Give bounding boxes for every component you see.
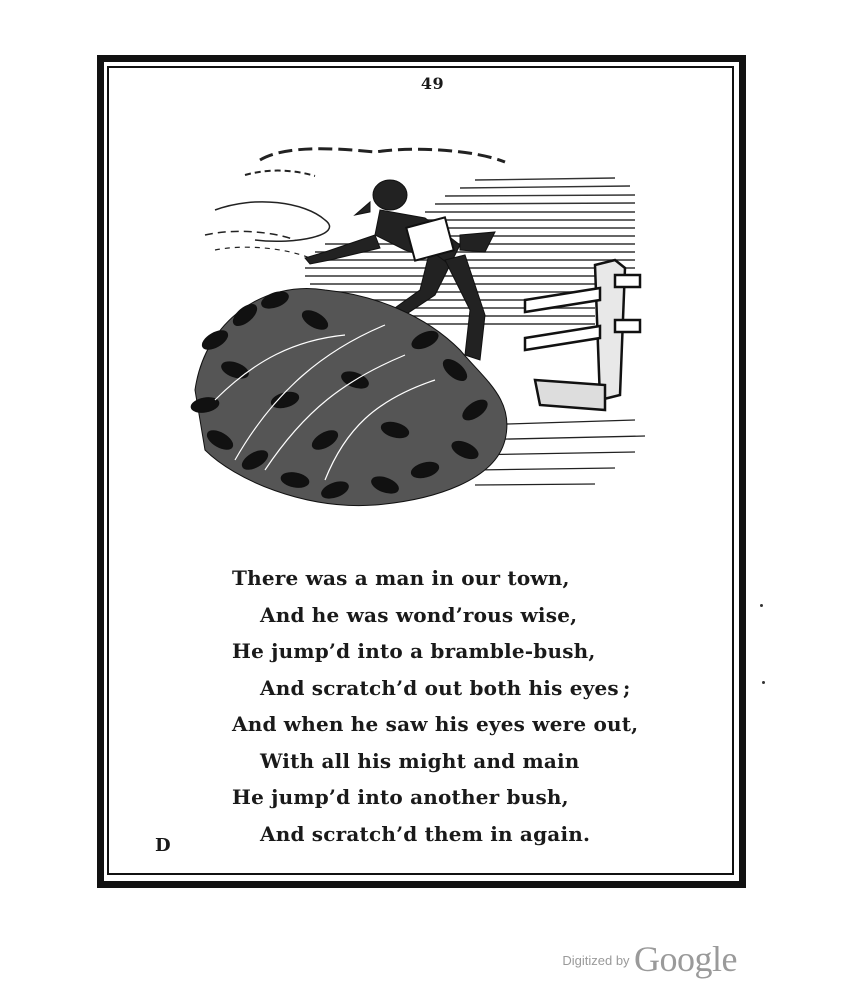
watermark-prefix: Digitized by (562, 953, 630, 968)
poem-line-6: With all his might and main (260, 748, 580, 773)
page-number: 49 (420, 74, 445, 93)
wooden-fence (525, 260, 640, 410)
poem (232, 560, 692, 852)
digitized-watermark (562, 938, 737, 980)
signature-mark: D (155, 835, 171, 856)
poem-line-8: And scratch’d them in again. (260, 821, 591, 846)
poem-line-2: And he was wond’rous wise, (260, 602, 578, 627)
google-logo: Google (634, 939, 737, 979)
poem-line-3: He jump’d into a bramble-bush, (232, 639, 596, 663)
woodcut-illustration (175, 140, 665, 520)
ink-speck (760, 604, 763, 607)
poem-line-5: And when he saw his eyes were out, (232, 712, 639, 736)
bramble-bush (190, 288, 507, 505)
poem-line-4: And scratch’d out both his eyes ; (260, 675, 631, 700)
poem-line-1: There was a man in our town, (232, 566, 570, 590)
poem-line-7: He jump’d into another bush, (232, 785, 569, 809)
ink-speck (762, 681, 765, 684)
